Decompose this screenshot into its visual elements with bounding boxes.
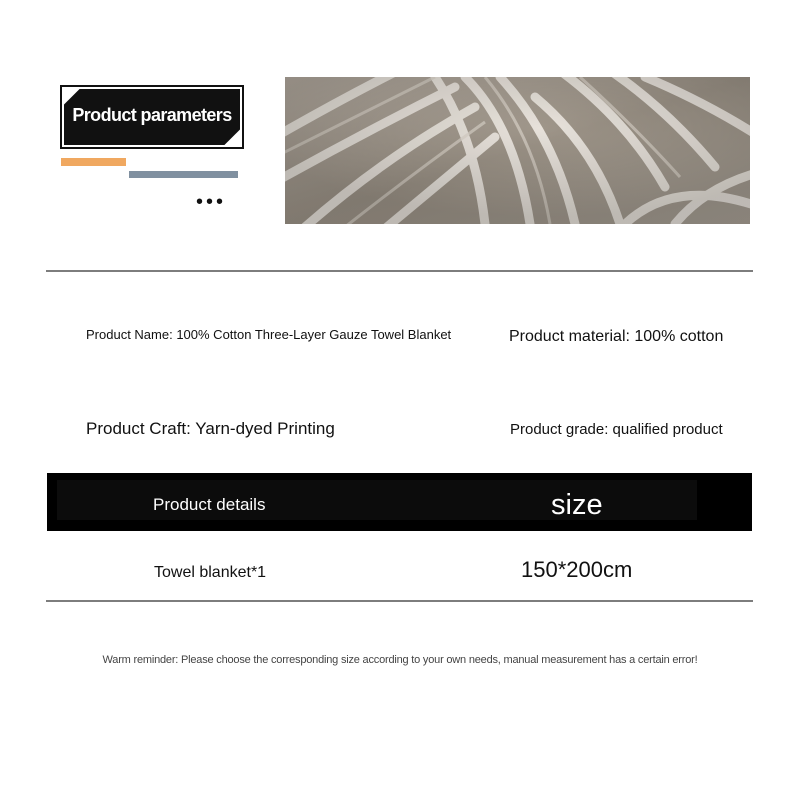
product-name: Product Name: 100% Cotton Three-Layer Gauze Towel Blanket bbox=[86, 327, 452, 342]
accent-bar-orange bbox=[61, 158, 126, 166]
details-size-value: 150*200cm bbox=[521, 557, 633, 582]
badge-corner-cut bbox=[224, 129, 242, 147]
divider-line bbox=[46, 270, 753, 272]
size-header-label: size bbox=[551, 489, 603, 521]
badge-corner-cut bbox=[62, 87, 80, 105]
product-craft: Product Craft: Yarn-dyed Printing bbox=[86, 419, 335, 438]
warm-reminder: Warm reminder: Please choose the corresponding size according to your own needs, manual measurement has a certain error! bbox=[102, 654, 698, 666]
section-title: Product parameters bbox=[72, 105, 232, 125]
details-header-label: Product details bbox=[153, 495, 266, 514]
fabric-texture-image bbox=[285, 77, 750, 224]
product-grade: Product grade: qualified product bbox=[510, 421, 723, 438]
details-item: Towel blanket*1 bbox=[154, 564, 267, 581]
divider-line bbox=[46, 600, 753, 602]
ellipsis-dots: ••• bbox=[196, 191, 227, 213]
title-badge bbox=[62, 87, 242, 147]
accent-bar-gray bbox=[129, 171, 238, 178]
product-material: Product material: 100% cotton bbox=[509, 328, 724, 345]
details-header-bar bbox=[47, 473, 752, 531]
fabric-photo bbox=[285, 77, 750, 224]
